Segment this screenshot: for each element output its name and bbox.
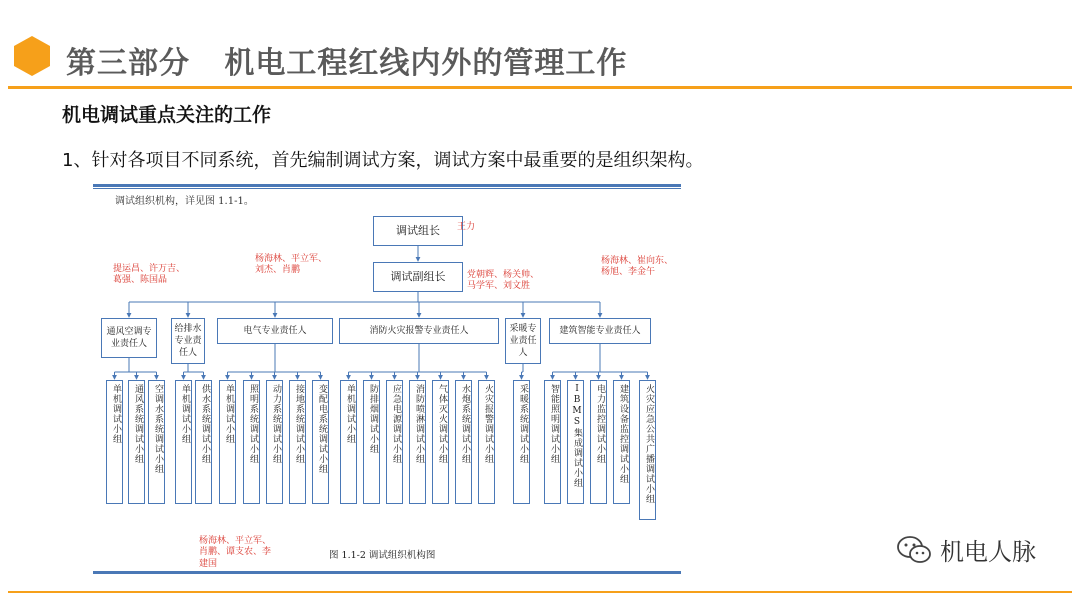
leaf-box: 通风系统调试小组 <box>128 380 145 504</box>
leaf-box: 消防喷淋调试小组 <box>409 380 426 504</box>
leaf-box: 接地系统调试小组 <box>289 380 306 504</box>
leaf-box: 单机调试小组 <box>106 380 123 504</box>
leaf-box: 水炮系统调试小组 <box>455 380 472 504</box>
leaf-box: 采暖系统调试小组 <box>513 380 530 504</box>
figure-bottom-rule <box>93 571 681 574</box>
names-bottom: 杨海林、平立军、 肖鹏、谭支农、李 建国 <box>199 536 272 569</box>
bullet-point: 1、针对各项目不同系统，首先编制调试方案，调试方案中最重要的是组织架构。 <box>62 150 704 171</box>
leaf-box: 单机调试小组 <box>175 380 192 504</box>
group-box: 电气专业责任人 <box>217 318 333 344</box>
leaf-box: IBMS集成调试小组 <box>567 380 584 504</box>
group-box: 采暖专业责任人 <box>505 318 541 364</box>
org-chart-figure <box>93 178 681 582</box>
leaf-box: 单机调试小组 <box>340 380 357 504</box>
figure-caption: 图 1.1-2 调试组织机构图 <box>329 550 436 561</box>
figure-note: 调试组织机构，详见图 1.1-1。 <box>115 196 254 207</box>
title-divider <box>8 86 1072 89</box>
section-hexagon-icon <box>14 36 50 76</box>
leaf-box: 电力监控调试小组 <box>590 380 607 504</box>
leaf-box: 建筑设备监控调试小组 <box>613 380 630 504</box>
leaf-box: 照明系统调试小组 <box>243 380 260 504</box>
leaf-box: 动力系统调试小组 <box>266 380 283 504</box>
group-box: 通风空调专业责任人 <box>101 318 157 358</box>
leader-box: 调试组长 <box>373 216 463 246</box>
leaf-box: 空调水系统调试小组 <box>148 380 165 504</box>
leaf-box: 火灾报警调试小组 <box>478 380 495 504</box>
leaf-box: 单机调试小组 <box>219 380 236 504</box>
watermark <box>896 532 1036 567</box>
leaf-box: 火灾应急公共广播调试小组 <box>639 380 656 520</box>
section-subtitle: 机电调试重点关注的工作 <box>62 104 272 126</box>
names-deputy-right: 党朝辉、杨关帅、 马学军、刘文胜 <box>467 270 540 292</box>
names-left: 提运昌、许万吉、 葛强、陈国晶 <box>113 264 186 286</box>
watermark-text: 机电人脉 <box>940 538 1036 566</box>
deputy-box: 调试副组长 <box>373 262 463 292</box>
group-box: 给排水专业责任人 <box>171 318 205 364</box>
leaf-box: 变配电系统调试小组 <box>312 380 329 504</box>
group-box: 消防火灾报警专业责任人 <box>339 318 499 344</box>
leaf-box: 智能照明调试小组 <box>544 380 561 504</box>
group-box: 建筑智能专业责任人 <box>549 318 651 344</box>
bottom-divider <box>8 591 1072 593</box>
wechat-icon <box>896 535 932 565</box>
page-title: 第三部分 机电工程红线内外的管理工作 <box>66 46 628 81</box>
leaf-box: 应急电源调试小组 <box>386 380 403 504</box>
names-top-right: 杨海林、崔向东、 杨旭、李金午 <box>601 256 674 278</box>
leader-name: 王力 <box>457 222 476 232</box>
leaf-box: 气体灭火调试小组 <box>432 380 449 504</box>
leaf-box: 防排烟调试小组 <box>363 380 380 504</box>
leaf-box: 供水系统调试小组 <box>195 380 212 504</box>
names-top-mid: 杨海林、平立军、 刘杰、肖鹏 <box>255 254 328 276</box>
